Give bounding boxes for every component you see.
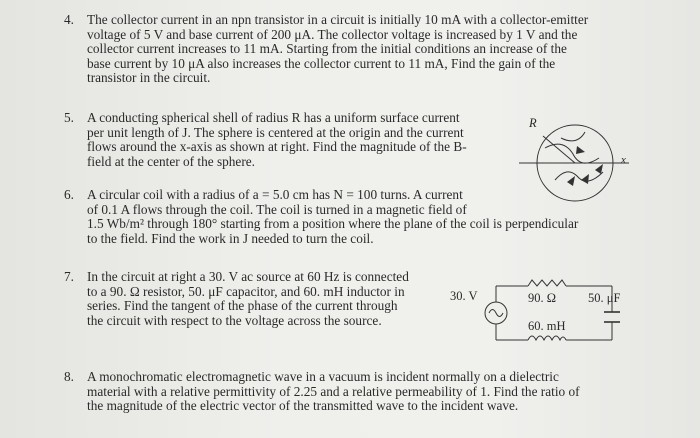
text-line: the magnitude of the electric vector of the transmitted wave to the incident wave.: [87, 398, 519, 414]
text-line: A circular coil with a radius of a = 5.0 cm has N = 100 turns. A current: [87, 187, 463, 202]
resistor-zigzag: [528, 280, 566, 286]
question-text: [87, 13, 588, 86]
resistor-label: 90. Ω: [528, 291, 557, 305]
text-line: base current by 10 μA also increases the collector current to 11 mA, Find the gain of the: [87, 55, 556, 71]
text-line: A monochromatic electromagnetic wave in a vacuum is incident normally on a dielectric: [87, 369, 559, 384]
capacitor-label: 50. μF: [588, 291, 621, 305]
question-number: 4.: [64, 12, 74, 27]
x-axis-label: x: [621, 154, 626, 166]
question-number: 7.: [64, 269, 74, 284]
question-text: [87, 188, 578, 246]
inductor-label: 60. mH: [528, 319, 566, 333]
current-arrow: [567, 176, 575, 186]
radius-label: R: [529, 116, 537, 130]
question-number: 5.: [64, 110, 74, 125]
text-line: field at the center of the sphere.: [87, 153, 255, 169]
question-text: [87, 270, 409, 328]
text-line: collector current increases to 11 mA. Starting from the initial conditions an increase of the: [87, 41, 567, 57]
text-line: per unit length of J. The sphere is centered at the origin and the current: [87, 124, 464, 140]
text-line: transistor in the circuit.: [87, 70, 211, 86]
text-line: material with a relative permittivity of 2.25 and a relative permeability of 1. Find the ratio of: [87, 383, 580, 399]
current-loop: [555, 172, 603, 181]
current-arrow: [576, 146, 585, 154]
text-line: series. Find the tangent of the phase of the current through: [87, 298, 398, 314]
question-text: [87, 370, 580, 414]
question-number: 8.: [64, 369, 74, 384]
current-loop: [561, 132, 585, 141]
text-line: 1.5 Wb/m² through 180° starting from a position where the plane of the coil is perpendicular: [87, 216, 579, 232]
circuit-figure: [448, 272, 658, 344]
text-line: of 0.1 A flows through the coil. The coil is turned in a magnetic field of: [87, 201, 467, 217]
question-number: 6.: [64, 187, 74, 202]
inductor-coil: [528, 336, 566, 340]
text-line: The collector current in an npn transistor in a circuit is initially 10 mA with a collector-emitter: [87, 12, 589, 27]
source-label: 30. V: [450, 289, 478, 303]
question-text: [87, 111, 467, 169]
text-line: to a 90. Ω resistor, 50. μF capacitor, and 60. mH inductor in: [87, 283, 405, 299]
text-line: A conducting spherical shell of radius R has a uniform surface current: [87, 110, 460, 125]
current-arrow: [581, 174, 589, 184]
text-line: voltage of 5 V and base current of 200 μA. The collector voltage is increased by 1 V and the: [87, 26, 578, 42]
text-line: flows around the x-axis as shown at right. Find the magnitude of the B-: [87, 139, 467, 155]
text-line: to the field. Find the work in J needed to turn the coil.: [87, 230, 374, 246]
text-line: the circuit with respect to the voltage across the source.: [87, 312, 382, 328]
text-line: In the circuit at right a 30. V ac source at 60 Hz is connected: [87, 269, 409, 284]
